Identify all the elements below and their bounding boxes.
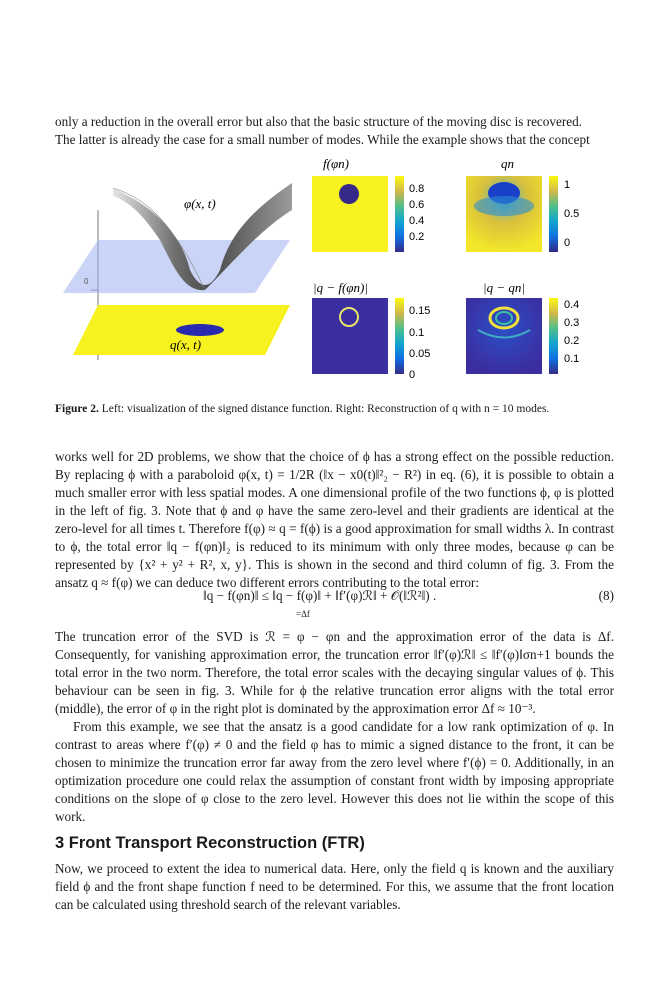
colorbar-error-f [395,298,404,374]
colorbar-tick: 1 [564,179,571,191]
paragraph-1: works well for 2D problems, we show that the choice of ϕ has a strong effect on the possible reduction. By replacing ϕ with a paraboloid φ(x, t) = 1/2R (‖x − x0(t)‖²₂ − R²) in eq. (6), it is possible to obtain a much smaller error with less spatial modes. A one dimensional profile of the two functions ϕ, φ is plotted in the left of fig. 3. Note that ϕ and φ have the same zero-level and their gradients are identical at the zero-level for all times t. Therefore f(φ) ≈ q = f(ϕ) is a good approximation for small widths λ. In contrast to ϕ, the total error ‖q − f(φn)‖₂ is reduced to its minimum with only three modes, because φ can be represented by {x² + y² + R², x, y}. This is shown in the second and third column of fig. 3. From the ansatz q ≈ f(φ) we can deduce two different errors contributing to the total error: [55,449,614,590]
paragraph-4: Now, we proceed to extent the idea to numerical data. Here, only the field q is known and the auxiliary field ϕ and the front shape function f need to be determined. For this, we assume that the front location can be calculated using threshold search of the relevant variables. [55,861,614,912]
q-label: q(x, t) [170,337,202,352]
section-heading: 3 Front Transport Reconstruction (FTR) [55,834,365,852]
colorbar-qn [549,176,558,252]
colorbar-tick: 0.2 [564,335,580,347]
colorbar-tick: 0.2 [409,231,425,243]
colorbar-tick: 0.4 [409,215,425,227]
colorbar-tick: 0.1 [564,353,580,365]
phi-label: φ(x, t) [184,196,216,211]
colorbar-tick: 0.5 [564,208,580,220]
intro-line-1: only a reduction in the overall error but also that the basic structure of the moving disc is recovered. [55,114,582,129]
colorbar-tick: 0.8 [409,183,425,195]
equation-number: (8) [598,588,614,603]
panel-title-qn: qn [501,156,514,171]
panel-title-error-f: |q − f(φn)| [313,280,368,295]
colorbar-tick: 0.4 [564,299,580,311]
figure-caption [55,403,549,415]
paragraph-3: From this example, we see that the ansatz is a good candidate for a low rank optimization of φ. In contrast to areas where f′(φ) ≠ 0 and the field φ has to mimic a signed distance to the front, it can be chosen to minimize the truncation error far away from the zero level where f′(ϕ) = 0. Additionally, in an optimization procedure one could relax the assumption of constant front width by imposing appropriate conditions on the slope of φ close to the zero level. However this does not lie within the scope of this work. [55,719,614,824]
equation-body: ‖q − f(φn)‖ ≤ ‖q − f(φ)‖ + ‖f′(φ)ℛ‖ + 𝒪(‖ℛ²‖) . [203,588,437,603]
colorbar-tick: 0.3 [564,317,580,329]
panel-error-f-image [312,298,388,374]
colorbar-tick: 0 [564,237,571,249]
caption-text: Left: visualization of the signed distance function. Right: Reconstruction of q with n = 10 modes. [98,403,550,415]
colorbar-tick: 0 [409,369,416,381]
colorbar-f-phi [395,176,404,252]
colorbar-tick: 0.6 [409,199,425,211]
figure-2 [0,0,669,400]
signed-distance-plot [63,183,292,360]
axis-zero-label: 0 [84,277,89,286]
paragraph-2: The truncation error of the SVD is ℛ = φ − φn and the approximation error of the data is Δf. Consequently, for vanishing approximation error, the truncation error ‖f′(φ)ℛ‖ ≤ ‖f′(φ)‖σn+1 bounds the total error in the two norm. Therefore, the total error scales with the decaying singular values of ϕ. This behaviour can be seen in fig. 3. While for ϕ the relative truncation error aligns with the total error (middle), the error of φ in the right plot is dominated by the approximation error Δf ≈ 10⁻³. [55,629,614,716]
colorbar-tick: 0.15 [409,305,431,317]
intro-line-2: The latter is already the case for a small number of modes. While the example shows that the concept [55,132,590,147]
panel-title-error-qn: |q − qn| [483,280,525,295]
colorbar-tick: 0.05 [409,348,431,360]
equation-underbrace: =Δf [296,609,310,619]
panel-title-f-phi: f(φn) [323,156,349,171]
colorbar-error-qn [549,298,558,374]
colorbar-tick: 0.1 [409,327,425,339]
caption-label: Figure 2. [55,403,99,415]
